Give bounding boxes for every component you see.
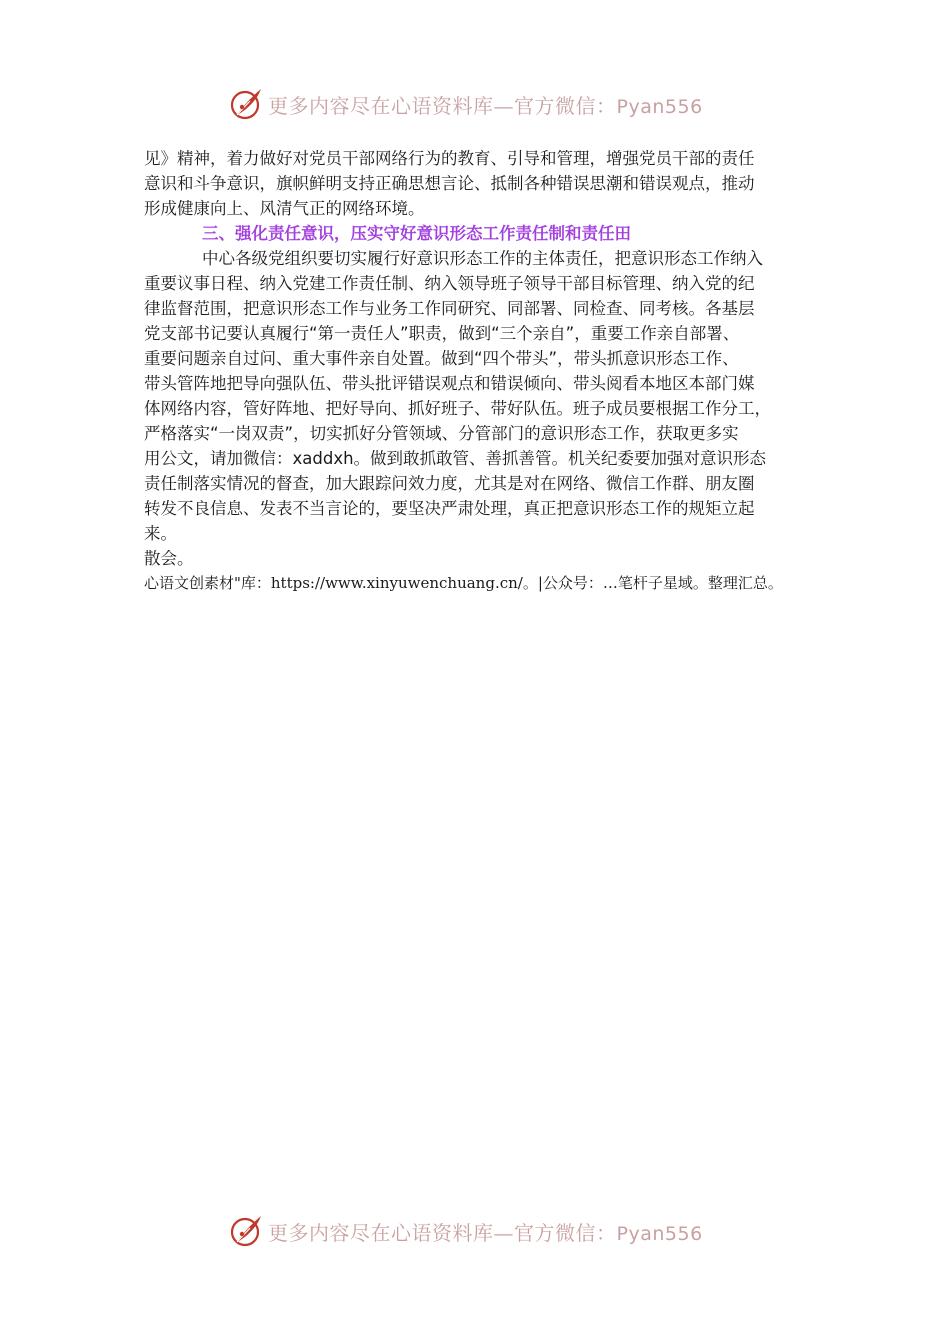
paragraph-line: 形成健康向上、风清气正的网络环境。 bbox=[144, 199, 425, 218]
paragraph-line: 中心各级党组织要切实履行好意识形态工作的主体责任，把意识形态工作纳入 bbox=[202, 249, 763, 268]
paragraph-line: 党支部书记要认真履行“第一责任人”职责，做到“三个亲自”，重要工作亲自部署、 bbox=[144, 324, 740, 343]
paragraph-line: 律监督范围，把意识形态工作与业务工作同研究、同部署、同检查、同考核。各基层 bbox=[144, 299, 755, 318]
paragraph-line: 带头管阵地把导向强队伍、带头批评错误观点和错误倾向、带头阅看本地区本部门媒 bbox=[144, 374, 755, 393]
closing-line: 散会。 bbox=[144, 549, 194, 568]
paragraph-line: 意识和斗争意识，旗帜鲜明支持正确思想言论、抵制各种错误思潮和错误观点，推动 bbox=[144, 174, 755, 193]
document-body bbox=[144, 146, 804, 596]
section-heading: 三、强化责任意识，压实守好意识形态工作责任制和责任田 bbox=[202, 224, 631, 243]
paragraph-line: 严格落实“一岗双责”，切实抓好分管领域、分管部门的意识形态工作，获取更多实 bbox=[144, 424, 739, 443]
banner-wechat-id: Pyan556 bbox=[616, 95, 703, 118]
paragraph-line: 见》精神，着力做好对党员干部网络行为的教育、引导和管理，增强党员干部的责任 bbox=[144, 149, 755, 168]
quill-pen-logo-icon bbox=[228, 86, 264, 122]
paragraph-line: 来。 bbox=[144, 524, 177, 543]
paragraph-line: 重要议事日程、纳入党建工作责任制、纳入领导班子领导干部目标管理、纳入党的纪 bbox=[144, 274, 755, 293]
banner-text: 更多内容尽在心语资料库—官方微信：Pyan556 bbox=[268, 1220, 703, 1245]
header-banner bbox=[228, 84, 703, 124]
paragraph-line: 转发不良信息、发表不当言论的，要坚决严肃处理，真正把意识形态工作的规矩立起 bbox=[144, 499, 755, 518]
banner-wechat-id: Pyan556 bbox=[616, 1222, 703, 1245]
paragraph-line: 责任制落实情况的督查，加大跟踪问效力度，尤其是对在网络、微信工作群、朋友圈 bbox=[144, 474, 755, 493]
paragraph-line: 体网络内容，管好阵地、把好导向、抓好班子、带好队伍。班子成员要根据工作分工， bbox=[144, 399, 771, 418]
footer-banner bbox=[228, 1211, 703, 1251]
paragraph-line: 用公文，请加微信：xaddxh。做到敢抓敢管、善抓善管。机关纪委要加强对意识形态 bbox=[144, 449, 767, 468]
quill-pen-logo-icon bbox=[228, 1213, 264, 1249]
source-note: 心语文创素材"库：https://www.xinyuwenchuang.cn/。|公众号：…笔杆子星域。整理汇总。 bbox=[144, 574, 783, 592]
paragraph-line: 重要问题亲自过问、重大事件亲自处置。做到“四个带头”，带头抓意识形态工作、 bbox=[144, 349, 739, 368]
banner-text: 更多内容尽在心语资料库—官方微信：Pyan556 bbox=[268, 93, 703, 118]
